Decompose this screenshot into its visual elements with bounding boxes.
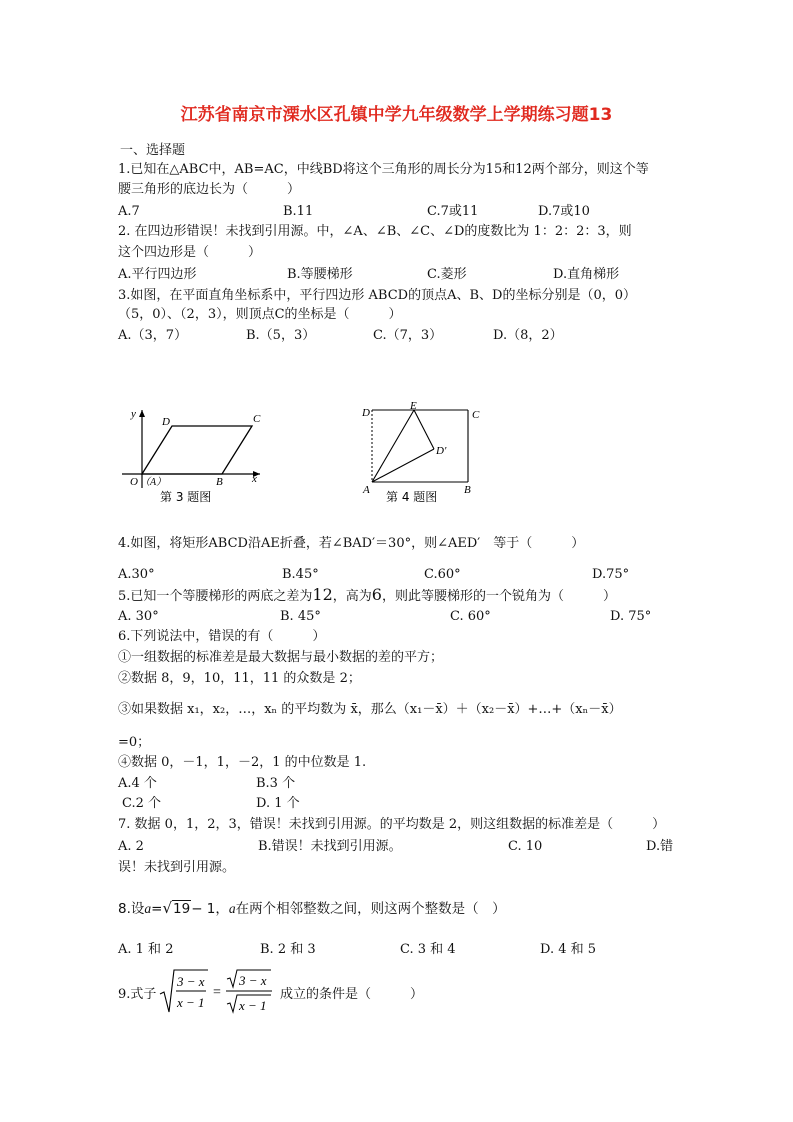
q4-option-d: D.75° bbox=[592, 567, 630, 582]
q6-option-c: C.2 个 bbox=[122, 796, 162, 811]
q3-line2: （5，0）、（2，3），则顶点C的坐标是（ ） bbox=[118, 307, 402, 322]
figure-4 bbox=[360, 402, 490, 510]
q8-equals: = bbox=[151, 901, 163, 917]
q6-statement-2: ②数据 8，9，10，11，11 的众数是 2； bbox=[118, 671, 361, 686]
q3-option-c: C.（7，3） bbox=[373, 328, 443, 343]
label-y: y bbox=[131, 408, 136, 420]
q8-line1 bbox=[118, 900, 506, 917]
q5-option-c: C. 60° bbox=[450, 609, 491, 624]
label-d: D bbox=[162, 416, 170, 428]
q7-line2: 误！未找到引用源。 bbox=[118, 860, 236, 875]
label-c: C bbox=[472, 409, 480, 421]
section-heading: 一、选择题 bbox=[120, 143, 186, 158]
q9-text-a: 9.式子 bbox=[118, 987, 157, 1002]
q9-formula bbox=[158, 966, 278, 1018]
q6-statement-3: ③如果数据 x₁，x₂，…，xₙ 的平均数为 x̄，那么（x₁－x̄）＋（x₂－x̄）+…+（xₙ－x̄） bbox=[118, 702, 622, 717]
q5-text-a: 5.已知一个等腰梯形的两底之差为 bbox=[118, 589, 313, 604]
q2-option-c: C.菱形 bbox=[427, 267, 467, 282]
q4-line1: 4.如图，将矩形ABCD沿AE折叠，若∠BAD′＝30°，则∠AED′ 等于（ ） bbox=[118, 536, 585, 551]
q1-line1: 1.已知在△ABC中，AB=AC，中线BD将这个三角形的周长分为15和12两个部分，则这个等 bbox=[118, 162, 649, 177]
q5-option-a: A. 30° bbox=[118, 609, 159, 624]
q6-statement-1: ①一组数据的标准差是最大数据与最小数据的差的平方； bbox=[118, 650, 444, 665]
label-a: （A） bbox=[140, 477, 167, 488]
label-a: A bbox=[363, 484, 370, 496]
q2-line2: 这个四边形是（ ） bbox=[118, 245, 262, 260]
q8-text-a: 8.设 bbox=[118, 901, 145, 917]
label-d-prime: D' bbox=[436, 445, 447, 457]
q6-option-d: D. 1 个 bbox=[256, 796, 300, 811]
q1-option-d: D.7或10 bbox=[538, 204, 590, 219]
page-title: 江苏省南京市溧水区孔镇中学九年级数学上学期练习题13 bbox=[180, 105, 613, 125]
q1-option-b: B.11 bbox=[283, 204, 314, 219]
q5-option-d: D. 75° bbox=[610, 609, 652, 624]
label-e: E bbox=[410, 402, 417, 412]
q9-right-numerator: 3 − x bbox=[239, 973, 267, 988]
label-b: B bbox=[216, 476, 223, 488]
q2-option-a: A.平行四边形 bbox=[118, 267, 197, 282]
label-d: D bbox=[362, 407, 370, 419]
line-ed-prime bbox=[414, 410, 434, 449]
parallelogram bbox=[142, 426, 252, 474]
label-b: B bbox=[464, 484, 471, 496]
q8-option-c: C. 3 和 4 bbox=[400, 942, 456, 957]
q7-line1: 7. 数据 0，1，2，3，错误！未找到引用源。的平均数是 2，则这组数据的标准差是（ ） bbox=[118, 817, 666, 832]
q5-text-c: ，则此等腰梯形的一个锐角为（ ） bbox=[381, 589, 616, 604]
figure-4-caption: 第 4 题图 bbox=[386, 490, 438, 504]
q5-number-12: 12 bbox=[312, 585, 333, 604]
q4-option-c: C.60° bbox=[424, 567, 461, 582]
q8-variable-a2: a bbox=[228, 901, 236, 916]
q3-option-d: D.（8，2） bbox=[493, 328, 563, 343]
q6-statement-3b: =0； bbox=[118, 735, 151, 750]
q4-option-b: B.45° bbox=[282, 567, 319, 582]
q2-option-d: D.直角梯形 bbox=[553, 267, 620, 282]
sqrt-icon: √ bbox=[162, 899, 173, 917]
q3-line1: 3.如图，在平面直角坐标系中，平行四边形 ABCD的顶点A、B、D的坐标分别是（0，0） bbox=[118, 288, 636, 303]
q6-option-a: A.4 个 bbox=[118, 776, 157, 791]
q6-line1: 6.下列说法中，错误的有（ ） bbox=[118, 629, 326, 644]
q1-option-a: A.7 bbox=[118, 204, 140, 219]
figure-3-caption: 第 3 题图 bbox=[160, 490, 212, 504]
label-c: C bbox=[253, 413, 261, 425]
q7-option-b: B.错误！未找到引用源。 bbox=[258, 839, 402, 854]
label-o: O bbox=[130, 476, 138, 488]
q5-line1 bbox=[118, 587, 616, 605]
q5-number-6: 6 bbox=[371, 585, 382, 604]
q5-option-b: B. 45° bbox=[280, 609, 321, 624]
q8-option-b: B. 2 和 3 bbox=[260, 942, 316, 957]
q9-left-numerator: 3 − x bbox=[177, 974, 205, 989]
q8-variable-a: a bbox=[144, 901, 152, 916]
q3-option-a: A.（3，7） bbox=[118, 328, 188, 343]
q6-option-b: B.3 个 bbox=[256, 776, 296, 791]
q9-equals: = bbox=[213, 985, 221, 1000]
q6-statement-4: ④数据 0，－1，1，－2，1 的中位数是 1. bbox=[118, 755, 367, 770]
figure-3 bbox=[112, 400, 272, 510]
q2-option-b: B.等腰梯形 bbox=[287, 267, 353, 282]
q1-option-c: C.7或11 bbox=[427, 204, 479, 219]
q3-option-b: B.（5，3） bbox=[246, 328, 316, 343]
q8-option-d: D. 4 和 5 bbox=[540, 942, 597, 957]
q7-option-a: A. 2 bbox=[118, 839, 144, 854]
q5-text-b: ，高为 bbox=[332, 589, 372, 604]
q9-right-denominator: x − 1 bbox=[239, 998, 267, 1013]
q9-left-denominator: x − 1 bbox=[177, 995, 205, 1010]
q8-radicand: 19 bbox=[173, 901, 191, 917]
q8-text-b: 在两个相邻整数之间，则这两个整数是（ ） bbox=[235, 901, 506, 917]
q7-option-c: C. 10 bbox=[508, 839, 543, 854]
label-x: x bbox=[252, 473, 257, 485]
q2-line1: 2. 在四边形错误！未找到引用源。中，∠A、∠B、∠C、∠D的度数比为 1：2：2：3，则 bbox=[118, 224, 632, 239]
q9-text-b: 成立的条件是（ ） bbox=[280, 987, 424, 1002]
q1-line2: 腰三角形的底边长为（ ） bbox=[118, 182, 301, 197]
q7-option-d: D.错 bbox=[646, 839, 674, 854]
y-axis-arrow bbox=[139, 410, 145, 417]
q8-option-a: A. 1 和 2 bbox=[118, 942, 174, 957]
q4-option-a: A.30° bbox=[118, 567, 155, 582]
q8-minus-one: − 1， bbox=[191, 901, 229, 917]
